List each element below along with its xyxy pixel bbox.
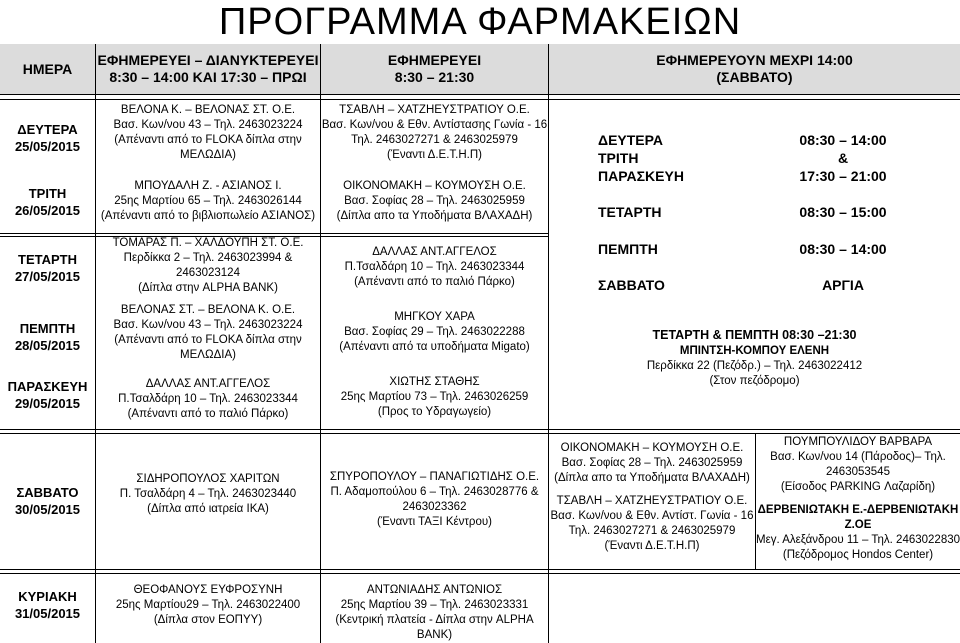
pharmacy-address: 25ης Μαρτίου29 – Τηλ. 2463022400 — [115, 599, 301, 611]
day-cell — [0, 481, 95, 521]
pharmacy-address: Π.Τσαλδάρη 10 – Τηλ. 2463023344 — [344, 261, 525, 273]
page-title: ΠΡΟΓΡΑΜΜΑ ΦΑΡΜΑΚΕΙΩΝ — [218, 1, 742, 43]
pharmacy-name: ΟΙΚΟΝΟΜΑΚΗ – ΚΟΥΜΟΥΣΗ Ο.Ε. — [343, 180, 526, 192]
schedule-row — [598, 167, 898, 185]
day-cell — [0, 317, 95, 357]
grid-line — [0, 569, 960, 570]
pharmacy-note: (Είσοδος PARKING Λαζαρίδη) — [780, 481, 936, 493]
pharmacy-name: ΔΑΛΛΑΣ ΑΝΤ.ΑΓΓΕΛΟΣ — [372, 246, 497, 258]
pharmacy-phone: 2463023124 — [176, 267, 240, 279]
pharmacy-name: ΔΕΡΒΕΝΙΩΤΑΚΗ Ε.-ΔΕΡΒΕΝΙΩΤΑΚΗ Ζ.ΟΕ — [757, 504, 959, 531]
pharmacy-address: Π.Τσαλδάρη 10 – Τηλ. 2463023344 — [118, 393, 298, 405]
day-cell — [0, 248, 95, 288]
pharmacy-note: ΜΕΛΩΔΙΑ) — [180, 349, 236, 361]
pharmacy-address: Βασ. Σοφίας 29 – Τηλ. 2463022288 — [344, 326, 525, 338]
pharmacy-address: Βασ. Κων/νου & Εθν. Αντίστασης Γωνία - 16 — [321, 119, 548, 131]
pharmacy-address: Βασ. Σοφίας 28 – Τηλ. 2463025959 — [561, 457, 743, 469]
pharmacy-phone: 2463023362 — [402, 501, 467, 513]
day-name: ΣΑΒΒΑΤΟ — [16, 485, 79, 500]
day-date: 27/05/2015 — [14, 269, 81, 284]
pharmacy-phone: Τηλ. 2463027271 & 2463025979 — [351, 134, 518, 146]
header-col1 — [96, 44, 320, 94]
schedule-hours: & — [837, 150, 849, 166]
schedule-hours: 08:30 – 14:00 — [799, 241, 887, 257]
day-name: ΚΥΡΙΑΚΗ — [18, 589, 77, 604]
pharmacy-address: Μεγ. Αλεξάνδρου 11 – Τηλ. 2463022830 — [756, 534, 960, 546]
day-date: 31/05/2015 — [14, 606, 81, 621]
pharmacy-address: 25ης Μαρτίου 39 – Τηλ. 2463023331 — [340, 599, 529, 611]
pharmacy-note: (Δίπλα απο τα Υποδήματα ΒΛΑΧΑΔΗ) — [336, 210, 533, 222]
grid-line — [0, 433, 960, 434]
header-col2 — [321, 44, 548, 94]
header-day-label: ΗΜΕΡΑ — [22, 60, 73, 77]
pharmacy-name: ΒΕΛΟΝΑΣ ΣΤ. – ΒΕΛΟΝΑ Κ. Ο.Ε. — [120, 304, 296, 316]
pharmacy-name: ΠΟΥΜΠΟΥΛΙΔΟΥ ΒΑΡΒΑΡΑ — [783, 436, 933, 448]
header-col1-line1: ΕΦΗΜΕΡΕΥΕΙ – ΔΙΑΝΥΚΤΕΡΕΥΕΙ — [97, 52, 319, 68]
pharmacy-address: Βασ. Σοφίας 28 – Τηλ. 2463025959 — [344, 195, 525, 207]
day-cell — [0, 585, 95, 625]
schedule-day: ΤΡΙΤΗ — [598, 150, 639, 166]
pharmacy-name: ΘΕΟΦΑΝΟΥΣ ΕΥΦΡΟΣΥΝΗ — [133, 584, 283, 596]
pharmacy-entry — [96, 103, 320, 163]
pharmacy-note: (Απέναντι από τα υποδήματα Migato) — [339, 341, 530, 353]
day-name: ΠΑΡΑΣΚΕΥΗ — [7, 379, 88, 394]
pharmacy-note: (Δίπλα από ιατρεία ΙΚΑ) — [147, 503, 269, 515]
pharmacy-note: (Κεντρική πλατεία - Δίπλα στην ALPHA BANK) — [335, 614, 534, 641]
grid-line — [0, 94, 960, 95]
pharmacy-note: (Προς το Υδραγωγείο) — [377, 406, 492, 418]
pharmacy-entry — [96, 236, 320, 296]
header-col3 — [549, 44, 960, 94]
pharmacy-address: 25ης Μαρτίου 65 – Τηλ. 2463026144 — [114, 195, 302, 207]
header-col2-line2: 8:30 – 21:30 — [394, 69, 475, 85]
pharmacy-entry — [96, 179, 320, 224]
pharmacy-address: Βασ. Κων/νου 14 (Πάροδος)– Τηλ. — [770, 451, 946, 463]
pharmacy-entry — [321, 103, 548, 163]
day-name: ΤΡΙΤΗ — [28, 186, 67, 201]
pharmacy-entry — [321, 470, 548, 530]
spacer — [756, 495, 960, 503]
pharmacy-name: ΟΙΚΟΝΟΜΑΚΗ – ΚΟΥΜΟΥΣΗ Ο.Ε. — [560, 442, 744, 454]
header-col3-line2: (ΣΑΒΒΑΤΟ) — [716, 69, 793, 85]
grid-line — [0, 429, 960, 430]
schedule-day: ΠΑΡΑΣΚΕΥΗ — [598, 168, 684, 184]
schedule-hours: ΑΡΓΙΑ — [822, 277, 864, 293]
pharmacy-name: ΒΕΛΟΝΑ Κ. – ΒΕΛΟΝΑΣ ΣΤ. Ο.Ε. — [120, 104, 296, 116]
pharmacy-name: ΜΠΙΝΤΣΗ-ΚΟΜΠΟΥ ΕΛΕΝΗ — [679, 345, 830, 357]
day-name: ΠΕΜΠΤΗ — [19, 321, 76, 336]
schedule-block — [598, 131, 898, 185]
pharmacy-entry — [96, 377, 320, 422]
pharmacy-address: Βασ. Κων/νου & Εθν. Αντίστ. Γωνία - 16 — [550, 510, 754, 522]
schedule-row — [598, 240, 898, 258]
pharmacy-address: Π. Αδαμοπούλου 6 – Τηλ. 2463028776 & — [330, 486, 539, 498]
pharmacy-entry — [321, 310, 548, 355]
grid-line — [0, 573, 960, 574]
pharmacy-note: (Στον πεζόδρομο) — [709, 375, 800, 387]
schedule-hours: 08:30 – 14:00 — [799, 132, 887, 148]
schedule-row — [598, 131, 898, 149]
pharmacy-entry — [96, 472, 320, 517]
schedule-day: ΔΕΥΤΕΡΑ — [598, 132, 664, 148]
day-date: 28/05/2015 — [14, 338, 81, 353]
grid-line — [0, 99, 960, 100]
pharmacy-note: (Δίπλα στην ALPHA BANK) — [138, 282, 278, 294]
schedule-row — [598, 203, 898, 221]
day-name: ΤΕΤΑΡΤΗ — [18, 252, 77, 267]
pharmacy-phone: Τηλ. 2463027271 & 2463025979 — [568, 525, 736, 537]
pharmacy-entry — [321, 375, 548, 420]
pharmacy-note: (Απέναντι από το βιβλιοπωλείο ΑΣΙΑΝΟΣ) — [100, 210, 316, 222]
spacer — [549, 486, 755, 494]
schedule-hours: 17:30 – 21:00 — [799, 168, 887, 184]
saturday-pharmacies-a — [549, 441, 755, 554]
pharmacy-entry — [96, 583, 320, 628]
pharmacy-note: ΜΕΛΩΔΙΑ) — [180, 149, 236, 161]
pharmacy-name: ΣΠΥΡΟΠΟΥΛΟΥ – ΠΑΝΑΓΙΩΤΙΔΗΣ Ο.Ε. — [329, 471, 540, 483]
header-col1-line2: 8:30 – 14:00 ΚΑΙ 17:30 – ΠΡΩΙ — [109, 69, 307, 85]
pharmacy-name: ΤΟΜΑΡΑΣ Π. – ΧΑΛΔΟΥΠΗ ΣΤ. Ο.Ε. — [112, 237, 304, 249]
schedule-hours: 08:30 – 15:00 — [799, 204, 887, 220]
header-col2-line1: ΕΦΗΜΕΡΕΥΕΙ — [387, 52, 482, 68]
pharmacy-address: Βασ. Κων/νου 43 – Τηλ. 2463023224 — [113, 119, 303, 131]
pharmacy-note: (Πεζόδρομος Hondos Center) — [782, 549, 934, 561]
pharmacy-note: (Έναντι Δ.Ε.Τ.Η.Π) — [387, 149, 482, 161]
schedule-day: ΠΕΜΠΤΗ — [598, 241, 658, 257]
pharmacy-entry — [96, 303, 320, 363]
pharmacy-entry — [321, 245, 548, 290]
day-date: 29/05/2015 — [14, 396, 81, 411]
grid-line — [0, 233, 548, 234]
header-day — [0, 44, 95, 94]
schedule-row — [598, 276, 898, 294]
special-hours: ΤΕΤΑΡΤΗ & ΠΕΜΠΤΗ 08:30 –21:30 — [652, 328, 857, 342]
pharmacy-note: (Έναντι ΤΑΞΙ Κέντρου) — [377, 516, 492, 528]
day-date: 30/05/2015 — [14, 502, 81, 517]
pharmacy-address: Βασ. Κων/νου 43 – Τηλ. 2463023224 — [113, 319, 303, 331]
day-name: ΔΕΥΤΕΡΑ — [17, 122, 78, 137]
pharmacy-name: ΑΝΤΩΝΙΑΔΗΣ ΑΝΤΩΝΙΟΣ — [366, 584, 503, 596]
special-pharmacy — [549, 326, 960, 389]
pharmacy-note: (Απέναντι από το παλιό Πάρκο) — [354, 276, 515, 288]
pharmacy-address: Περδίκκα 2 – Τηλ. 2463023994 & — [123, 252, 293, 264]
pharmacy-name: ΣΙΔΗΡΟΠΟΥΛΟΣ ΧΑΡΙΤΩΝ — [136, 473, 280, 485]
schedule-day: ΤΕΤΑΡΤΗ — [598, 204, 662, 220]
day-cell — [0, 182, 95, 222]
pharmacy-note: (Απέναντι από το παλιό Πάρκο) — [127, 408, 289, 420]
pharmacy-entry — [321, 583, 548, 643]
pharmacy-note: (Απέναντι από το FLOKA δίπλα στην — [114, 334, 302, 346]
day-date: 26/05/2015 — [14, 203, 81, 218]
schedule-block — [598, 203, 898, 221]
pharmacy-note: (Απέναντι από το FLOKA δίπλα στην — [114, 134, 302, 146]
pharmacy-note: (Δίπλα στον ΕΟΠΥΥ) — [153, 614, 263, 626]
pharmacy-name: ΜΠΟΥΔΑΛΗ Ζ. - ΑΣΙΑΝΟΣ Ι. — [134, 180, 282, 192]
schedule-row — [598, 149, 898, 167]
header-col3-line1: ΕΦΗΜΕΡΕΥΟΥΝ ΜΕΧΡΙ 14:00 — [656, 52, 853, 68]
pharmacy-name: ΤΣΑΒΛΗ – ΧΑΤΖΗΕΥΣΤΡΑΤΙΟΥ Ο.Ε. — [556, 495, 748, 507]
pharmacy-entry — [321, 179, 548, 224]
schedule-block — [598, 276, 898, 294]
pharmacy-name: ΧΙΩΤΗΣ ΣΤΑΘΗΣ — [389, 376, 480, 388]
pharmacy-address: Π. Τσαλδάρη 4 – Τηλ. 2463023440 — [119, 488, 297, 500]
saturday-pharmacies-b — [756, 435, 960, 563]
schedule-block — [598, 240, 898, 258]
day-cell — [0, 375, 95, 415]
pharmacy-name: ΤΣΑΒΛΗ – ΧΑΤΖΗΕΥΣΤΡΑΤΙΟΥ Ο.Ε. — [339, 104, 530, 116]
pharmacy-name: ΜΗΓΚΟΥ ΧΑΡΑ — [394, 311, 475, 323]
pharmacy-phone: 2463053545 — [826, 466, 890, 478]
pharmacy-address: Περδίκκα 22 (Πεζόδρ.) – Τηλ. 2463022412 — [646, 360, 863, 372]
pharmacy-note: (Δίπλα απο τα Υποδήματα ΒΛΑΧΑΔΗ) — [554, 472, 750, 484]
pharmacy-name: ΔΑΛΛΑΣ ΑΝΤ.ΑΓΓΕΛΟΣ — [145, 378, 271, 390]
pharmacy-note: (Έναντι Δ.Ε.Τ.Η.Π) — [604, 540, 700, 552]
day-cell — [0, 118, 95, 158]
pharmacy-address: 25ης Μαρτίου 73 – Τηλ. 2463026259 — [340, 391, 529, 403]
day-date: 25/05/2015 — [14, 139, 81, 154]
schedule-day: ΣΑΒΒΑΤΟ — [598, 277, 665, 293]
